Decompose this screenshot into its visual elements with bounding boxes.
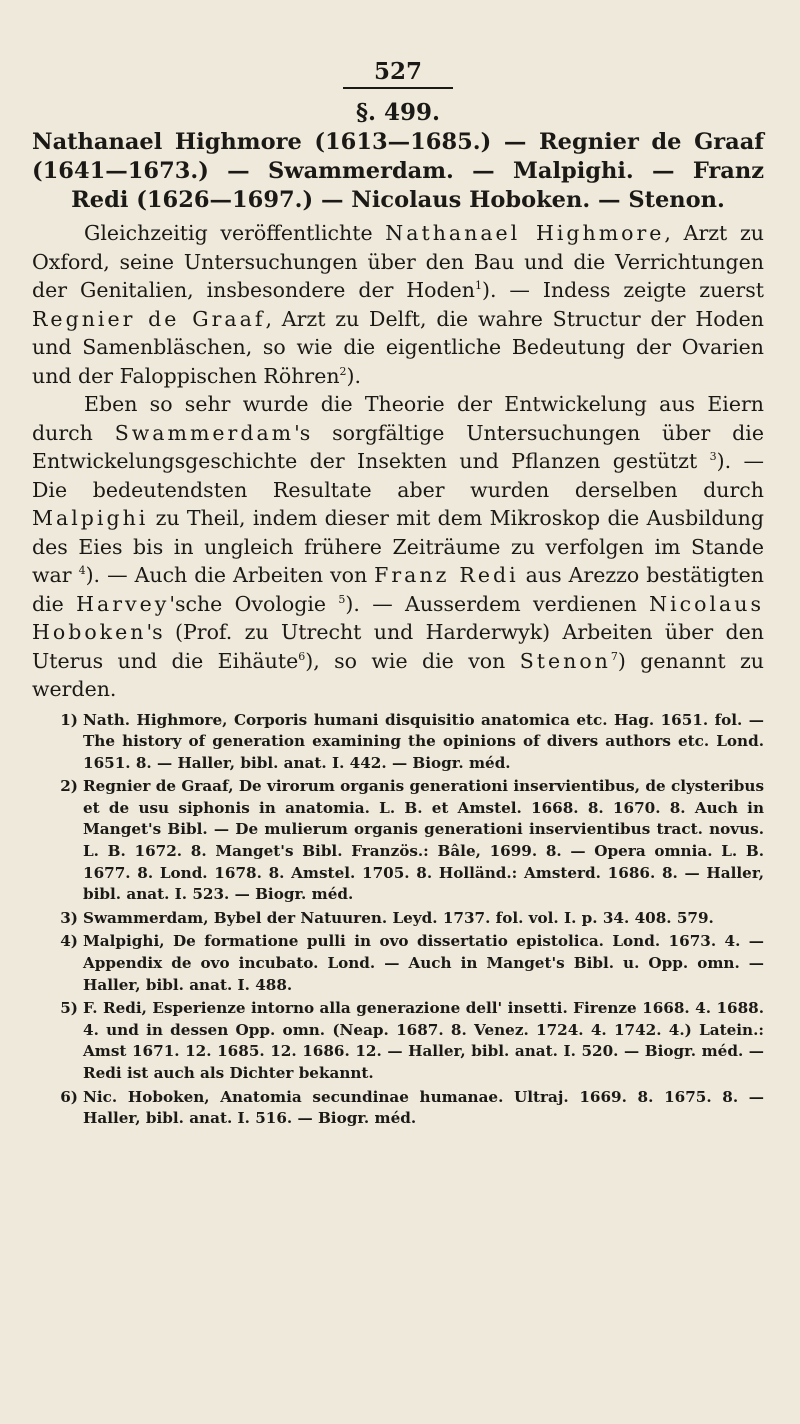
person-name: Nicolaus Hoboken xyxy=(32,591,764,644)
paragraph-1 xyxy=(32,219,764,390)
text-run: ) genannt zu werden. xyxy=(32,648,764,701)
footnote-number: 3) xyxy=(60,908,78,927)
footnote-ref: 6 xyxy=(298,649,306,663)
text-run: 'sche Ovologie xyxy=(169,591,339,616)
text-run: , Arzt zu Delft, die wahre Structur der Hoden und Samenbläschen, so wie die eigentliche Bedeutung der Ovarien und der Faloppischen Röhren xyxy=(32,306,765,388)
text-run: , Arzt zu Oxford, seine Untersuchungen über den Bau und die Verrichtungen der Genitalien, insbesondere der Hoden xyxy=(32,221,764,302)
person-name: Franz Redi xyxy=(374,563,519,587)
body-text xyxy=(32,219,764,704)
footnote-text: Swammerdam, Bybel der Natuuren. Leyd. 1737. fol. vol. I. p. 34. 408. 579. xyxy=(83,908,714,927)
text-run: 's (Prof. zu Utrecht und Harderwyk) Arbeiten über den Uterus und die Eihäute xyxy=(32,620,764,673)
text-run: 's sorgfältige Untersuchungen über die Entwickelungsgeschichte der Insekten und Pflanzen gestützt xyxy=(32,420,764,473)
footnote-ref: 5 xyxy=(338,592,346,606)
person-name: Swammerdam xyxy=(114,420,295,445)
text-run: Gleichzeitig veröffentlichte xyxy=(84,221,386,245)
footnote-number: 6) xyxy=(60,1087,78,1106)
footnote xyxy=(32,776,764,906)
text-run: ). — Auch die Arbeiten von xyxy=(85,563,375,587)
footnote-number: 2) xyxy=(60,777,78,796)
section-number: §. 499. xyxy=(355,99,441,126)
footnote-text: Nath. Highmore, Corporis humani disquisitio anatomica etc. Hag. 1651. fol. — The history of generation examining the opinions of divers authors etc. Lond. 1651. 8. — Haller, bibl. anat. I. 442. — Biogr. méd. xyxy=(83,710,764,772)
footnote-ref: 3 xyxy=(709,450,717,464)
footnote-text: Regnier de Graaf, De virorum organis generationi inservientibus, de clysteribus et de usu siphonis in anatomia. L. B. et Amstel. 1668. 8. 1670. 8. Auch in Manget's Bibl. — De mulierum organis generationi inservientibus tract. novus. L. B. 1672. 8. Manget's Bibl. Französ.: Bâle, 1699. 8. — Opera omnia. L. B. 1677. 8. Lond. 1678. 8. Amstel. 1705. 8. Holländ.: Amsterd. 1686. 8. — Haller, bibl. anat. I. 523. — Biogr. méd. xyxy=(83,777,764,904)
section-heading xyxy=(32,128,764,215)
footnote xyxy=(32,1087,764,1130)
footnotes xyxy=(32,710,764,1130)
footnote-ref: 2 xyxy=(339,364,347,378)
heading-line: Nathanael Highmore (1613—1685.) — Regnier de Graaf xyxy=(32,129,764,155)
footnote xyxy=(32,931,764,996)
footnote-ref: 1 xyxy=(474,279,482,293)
heading-line: (1641—1673.) — Swammerdam. — Malpighi. — Franz xyxy=(32,158,764,184)
text-run: ). — Die bedeutendsten Resultate aber wurden derselben durch xyxy=(32,449,764,502)
text-run: Eben so sehr wurde die Theorie der Entwickelung aus Eiern durch xyxy=(32,392,764,445)
text-run: zu Theil, indem dieser mit dem Mikroskop die Ausbildung des Eies bis in ungleich frühere Zeiträume zu verfolgen im Stande war xyxy=(32,506,764,587)
text-run: ). — Ausserdem verdienen xyxy=(345,591,650,616)
person-name: Malpighi xyxy=(32,506,149,530)
heading-line: Redi (1626—1697.) — Nicolaus Hoboken. — Stenon. xyxy=(71,187,725,213)
footnote-text: F. Redi, Esperienze intorno alla generazione dell' insetti. Firenze 1668. 4. 1688. 4. und in dessen Opp. omn. (Neap. 1687. 8. Venez. 1724. 4. 1742. 4.) Latein.: Amst 1671. 12. 1685. 12. 1686. 12. — Haller, bibl. anat. I. 520. — Biogr. méd. — Redi ist auch als Dichter bekannt. xyxy=(83,999,764,1082)
person-name: Harvey xyxy=(76,591,170,616)
footnote xyxy=(32,908,764,930)
footnote-number: 4) xyxy=(60,932,78,951)
text-run: ). — Indess zeigte zuerst xyxy=(481,278,764,302)
footnote-text: Malpighi, De formatione pulli in ovo dissertatio epistolica. Lond. 1673. 4. — Appendix de ovo incubato. Lond. — Auch in Manget's Bibl. u. Opp. omn. — Haller, bibl. anat. I. 488. xyxy=(83,932,764,994)
footnote xyxy=(32,710,764,775)
person-name: Regnier de Graaf xyxy=(32,306,266,331)
page-number: 527 xyxy=(343,58,453,89)
footnote-number: 1) xyxy=(60,710,78,729)
person-name: Nathanael Highmore xyxy=(385,221,665,245)
paragraph-2 xyxy=(32,390,764,704)
footnote xyxy=(32,998,764,1084)
footnote-ref: 7 xyxy=(610,649,618,663)
text-run: aus Arezzo bestätigten die xyxy=(32,563,764,616)
footnote-text: Nic. Hoboken, Anatomia secundinae humanae. Ultraj. 1669. 8. 1675. 8. — Haller, bibl. anat. I. 516. — Biogr. méd. xyxy=(83,1087,764,1128)
footnote-ref: 4 xyxy=(78,564,86,578)
person-name: Stenon xyxy=(519,648,611,673)
footnote-number: 5) xyxy=(60,999,78,1018)
text-run: ). xyxy=(346,363,362,388)
text-run: ), so wie die von xyxy=(305,648,520,673)
